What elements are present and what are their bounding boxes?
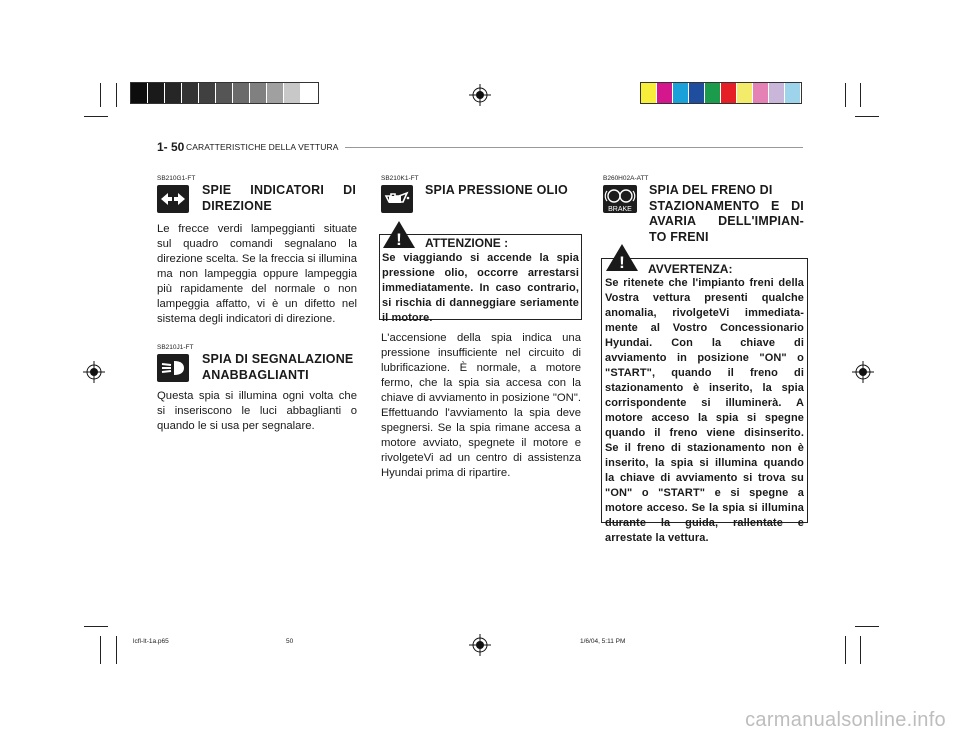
warning-line: corrispondente si illuminerà. A xyxy=(605,397,804,409)
brake-heading: SPIA DEL FRENO DI STAZIONAMENTO E DI AVARIA DELL'IMPIAN- TO FRENI xyxy=(649,183,804,244)
low-beam-heading: SPIA DI SEGNALAZIONE ANABBAGLIANTI xyxy=(202,352,354,382)
crop-mark xyxy=(116,83,117,107)
gray-swatch xyxy=(131,83,148,103)
registration-mark-icon xyxy=(83,361,105,383)
svg-text:!: ! xyxy=(619,253,625,272)
crop-mark xyxy=(860,636,861,664)
footer-page: 50 xyxy=(286,638,294,645)
gray-swatch xyxy=(165,83,182,103)
body-line: Effettuando l'avviamento la spia deve xyxy=(381,407,581,419)
section-code: SB210G1-FT xyxy=(157,175,196,182)
grayscale-calibration-bar xyxy=(130,82,319,104)
color-swatch xyxy=(721,83,737,103)
warning-line: la chiave di avviamento si trova su xyxy=(605,472,804,484)
gray-swatch xyxy=(233,83,250,103)
warning-line: mente al Vostro Concessionario xyxy=(605,322,804,334)
registration-mark-icon xyxy=(469,84,491,106)
registration-mark-icon xyxy=(852,361,874,383)
gray-swatch xyxy=(267,83,284,103)
body-line: lampeggia affatto, vi è un difetto nel xyxy=(157,298,357,310)
gray-swatch xyxy=(301,83,318,103)
warning-line: anomalia, rivolgeteVi immediata- xyxy=(605,307,804,319)
body-line: si inseriscono le luci abbaglianti o xyxy=(157,405,357,417)
gray-swatch xyxy=(148,83,165,103)
color-swatch xyxy=(705,83,721,103)
brake-warning-title: AVVERTENZA: xyxy=(648,262,733,276)
section-code: SB210K1-FT xyxy=(381,175,419,182)
crop-mark xyxy=(845,83,846,107)
body-line: L'accensione della spia indica una xyxy=(381,332,581,344)
oil-pressure-heading: SPIA PRESSIONE OLIO xyxy=(425,183,568,197)
turn-signal-heading: SPIE INDICATORI DI DIREZIONE xyxy=(202,183,356,213)
warning-line: Se ritenete che l'impianto freni della xyxy=(605,277,804,289)
gray-swatch xyxy=(199,83,216,103)
header-rule xyxy=(345,147,803,148)
color-swatch xyxy=(657,83,673,103)
section-code: SB210J1-FT xyxy=(157,344,194,351)
warning-line: "START", quando il freno di xyxy=(605,367,804,379)
crop-mark xyxy=(100,636,101,664)
brake-warning-icon xyxy=(603,185,637,213)
warning-line: si rischia di danneggiare seriamente xyxy=(382,297,579,309)
body-line: sul quadro comandi segnalano la xyxy=(157,238,357,250)
color-swatch xyxy=(785,83,801,103)
oil-warning-text xyxy=(382,251,579,326)
turn-signal-arrows-icon xyxy=(157,185,189,213)
color-swatch xyxy=(753,83,769,103)
warning-line: Hyundai. Con la chiave di xyxy=(605,337,804,349)
warning-line: Se il freno di stazionamento non è xyxy=(605,442,804,454)
color-calibration-bar xyxy=(640,82,802,104)
turn-signal-body xyxy=(157,222,357,327)
oil-pressure-body xyxy=(381,331,581,481)
oil-warning-title: ATTENZIONE : xyxy=(425,236,509,250)
oil-can-icon xyxy=(381,185,413,213)
warning-line: motore acceso. Se la spia si illumina xyxy=(605,502,804,514)
color-swatch xyxy=(769,83,785,103)
gray-swatch xyxy=(250,83,267,103)
warning-line: motore acceso la spia si spegne xyxy=(605,412,804,424)
crop-mark xyxy=(84,626,108,627)
page-number: 1- 50 xyxy=(157,140,185,154)
warning-line: Vostra vettura presenti qualche xyxy=(605,292,804,304)
warning-line: Se viaggiando si accende la spia xyxy=(382,252,579,264)
body-line: rivolgeteVi ad un centro di assistenza xyxy=(381,452,581,464)
warning-triangle-icon xyxy=(381,219,417,249)
color-swatch xyxy=(737,83,753,103)
body-line: motore avviato, spegnete il motore e xyxy=(381,437,581,449)
footer-filename: lcfl-It-1a.p65 xyxy=(133,638,169,645)
warning-line: stazionamento è inserito, la spia xyxy=(605,382,804,394)
svg-text:BRAKE: BRAKE xyxy=(608,206,632,213)
crop-mark xyxy=(855,626,879,627)
body-line: spegnersi. Se la spia rimane accesa a xyxy=(381,422,581,434)
warning-line: il motore. xyxy=(382,312,433,324)
warning-line: avviamento in posizione "ON" o xyxy=(605,352,804,364)
body-line: Questa spia si illumina ogni volta che xyxy=(157,390,357,402)
body-line: Le frecce verdi lampeggianti situate xyxy=(157,223,357,235)
body-line: ma non lampeggia oppure lampeggia xyxy=(157,268,357,280)
color-swatch xyxy=(673,83,689,103)
crop-mark xyxy=(845,636,846,664)
body-line: direzione scelta. Se la freccia si illumina xyxy=(157,253,357,265)
gray-swatch xyxy=(216,83,233,103)
body-line: più rapidamente del normale o non xyxy=(157,283,357,295)
gray-swatch xyxy=(182,83,199,103)
warning-line: inserito, la spia si illumina quando xyxy=(605,457,804,469)
body-line: pressione insufficiente nel circuito di xyxy=(381,347,581,359)
crop-mark xyxy=(860,83,861,107)
registration-mark-icon xyxy=(469,634,491,656)
section-title: CARATTERISTICHE DELLA VETTURA xyxy=(186,142,339,152)
warning-line: arrestate la vettura. xyxy=(605,532,709,544)
warning-triangle-icon xyxy=(604,242,640,272)
crop-mark xyxy=(116,636,117,664)
color-swatch xyxy=(689,83,705,103)
body-line: Hyundai prima di ripartire. xyxy=(381,467,511,479)
low-beam-headlight-icon xyxy=(157,354,189,382)
crop-mark xyxy=(855,116,879,117)
gray-swatch xyxy=(284,83,301,103)
warning-line: immediatamente. In caso contrario, xyxy=(382,282,579,294)
section-code: B260H02A-ATT xyxy=(603,175,649,182)
body-line: sistema degli indicatori di direzione. xyxy=(157,313,336,325)
crop-mark xyxy=(100,83,101,107)
svg-text:!: ! xyxy=(396,230,402,249)
crop-mark xyxy=(84,116,108,117)
warning-line: "ON" o "START" e si spegne a xyxy=(605,487,804,499)
body-line: fermo, che la spia sia accesa con la xyxy=(381,377,581,389)
warning-line: pressione olio, occorre arrestarsi xyxy=(382,267,579,279)
low-beam-body xyxy=(157,389,357,434)
warning-line: durante la guida, rallentate e xyxy=(605,517,804,529)
watermark: carmanualsonline.info xyxy=(745,709,946,731)
body-line: lubrificazione. È normale, a motore xyxy=(381,362,581,374)
body-line: quando le si usa per segnalare. xyxy=(157,420,315,432)
body-line: chiave di avviamento in posizione "ON". xyxy=(381,392,581,404)
brake-warning-text xyxy=(605,276,804,546)
color-swatch xyxy=(641,83,657,103)
warning-line: quando il freno viene disinserito. xyxy=(605,427,804,439)
footer-datetime: 1/6/04, 5:11 PM xyxy=(580,638,626,645)
